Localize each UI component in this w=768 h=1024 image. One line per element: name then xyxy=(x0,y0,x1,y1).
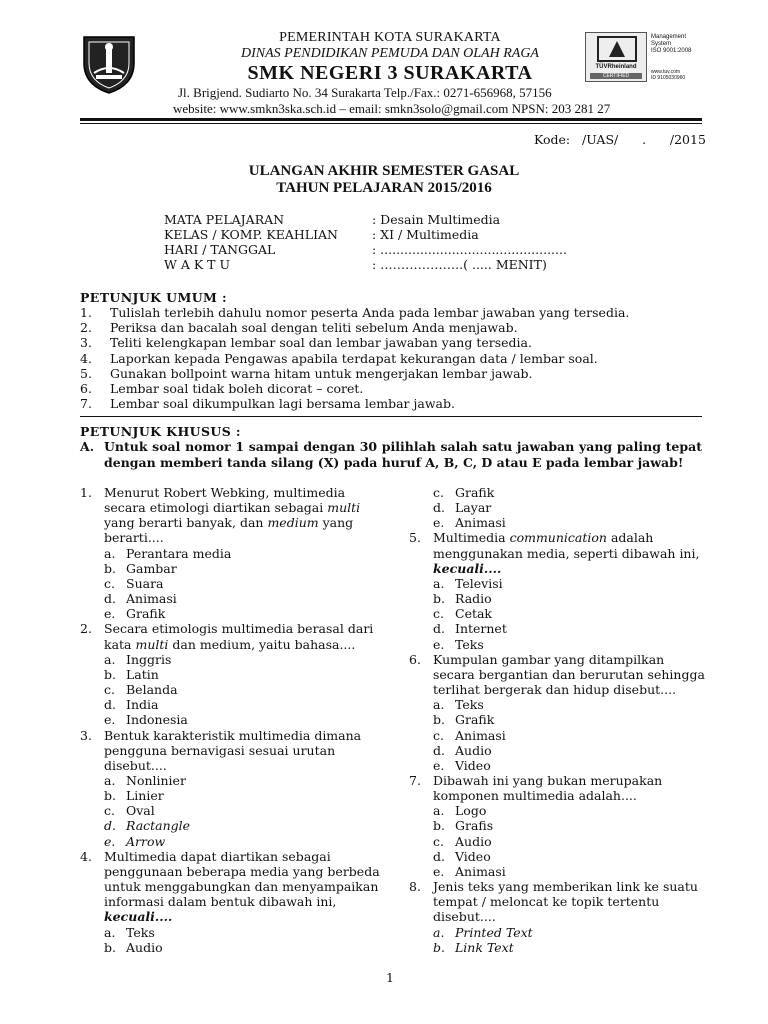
cert-url: www.tuv.com xyxy=(651,69,681,75)
answer-option xyxy=(409,925,709,940)
option-letter: d. xyxy=(104,697,116,713)
answer-option xyxy=(409,576,709,591)
option-text: Video xyxy=(455,757,491,773)
option-letter: c. xyxy=(104,682,115,698)
answer-option xyxy=(80,606,380,621)
instruction-text: Gunakan bollpoint warna hitam untuk mengerjakan lembar jawab. xyxy=(110,365,533,381)
option-text: Audio xyxy=(126,939,163,955)
general-instruction-item xyxy=(80,320,629,335)
cert-system: System xyxy=(651,41,672,47)
option-text: Layar xyxy=(455,500,492,516)
info-label: HARI / TANGGAL xyxy=(164,242,276,257)
question-line: secara etimologi diartikan sebagai multi xyxy=(104,500,361,516)
option-text: Suara xyxy=(126,575,164,591)
cert-iso: ISO 9001:2008 xyxy=(651,48,692,54)
question-line: kata multi dan medium, yaitu bahasa.... xyxy=(104,636,356,652)
city-emblem xyxy=(80,33,138,95)
answer-option xyxy=(409,606,709,621)
header-department: DINAS PENDIDIKAN PEMUDA DAN OLAH RAGA xyxy=(241,46,539,61)
info-value: : XI / Multimedia xyxy=(372,227,479,242)
info-row xyxy=(164,257,567,272)
option-text: Inggris xyxy=(126,651,172,667)
option-text: Animasi xyxy=(126,591,177,607)
question-number: 8. xyxy=(409,879,421,895)
special-instructions-heading: PETUNJUK KHUSUS : xyxy=(80,424,241,439)
general-instruction-item xyxy=(80,396,629,411)
header-rule-thin xyxy=(80,123,702,124)
question-line: informasi dalam bentuk dibawah ini, xyxy=(104,894,337,910)
option-text: Audio xyxy=(455,742,492,758)
instruction-text: Laporkan kepada Pengawas apabila terdapat kekurangan data / lembar soal. xyxy=(110,350,598,366)
answer-option xyxy=(80,697,380,712)
section-divider xyxy=(80,416,702,417)
option-letter: c. xyxy=(104,575,115,591)
option-text: Radio xyxy=(455,591,492,607)
question xyxy=(409,879,709,924)
general-instructions-heading: PETUNJUK UMUM : xyxy=(80,290,228,305)
question-number: 3. xyxy=(80,727,92,743)
question-text xyxy=(433,879,709,924)
option-text: Animasi xyxy=(455,727,506,743)
question-line: pengguna bernavigasi sesuai urutan xyxy=(104,742,336,758)
option-text: Audio xyxy=(455,833,492,849)
cert-management: Management xyxy=(651,34,687,40)
option-letter: b. xyxy=(104,666,116,682)
option-letter: e. xyxy=(104,712,116,728)
answer-option xyxy=(80,788,380,803)
option-letter: d. xyxy=(104,591,116,607)
general-instruction-item xyxy=(80,305,629,320)
question-number: 1. xyxy=(80,485,92,500)
option-letter: b. xyxy=(433,818,445,834)
exam-title: ULANGAN AKHIR SEMESTER GASAL xyxy=(248,163,520,179)
answer-option xyxy=(409,864,709,879)
option-text: Video xyxy=(455,848,491,864)
option-text: Nonlinier xyxy=(126,772,186,788)
tuv-logo xyxy=(585,32,647,82)
instruction-number: 1. xyxy=(80,305,92,320)
answer-option xyxy=(409,591,709,606)
answer-option xyxy=(80,546,380,561)
triangle-mark-icon xyxy=(597,36,637,62)
option-letter: d. xyxy=(433,621,445,637)
option-letter: b. xyxy=(433,712,445,728)
special-instruction-label: A. xyxy=(80,439,95,454)
answer-option xyxy=(80,652,380,667)
instruction-number: 2. xyxy=(80,320,92,336)
tuv-certified: CERTIFIED xyxy=(590,73,642,79)
question-line: Secara etimologis multimedia berasal dari xyxy=(104,621,374,637)
question-text xyxy=(433,773,709,803)
emblem-shield-icon xyxy=(80,33,138,95)
question-line: Dibawah ini yang bukan merupakan xyxy=(433,772,663,788)
answer-option xyxy=(80,773,380,788)
cert-id: ID 9105030960 xyxy=(651,75,686,81)
option-letter: e. xyxy=(104,833,116,849)
question-number: 7. xyxy=(409,772,421,788)
header-rule-thick xyxy=(80,118,702,121)
question-text xyxy=(104,728,380,773)
option-letter: a. xyxy=(433,803,445,819)
exam-code: Kode: /UAS/ . /2015 xyxy=(534,132,706,147)
instruction-text: Lembar soal dikumpulkan lagi bersama lembar jawab. xyxy=(110,396,455,412)
instruction-number: 7. xyxy=(80,396,92,412)
question-line: komponen multimedia adalah.... xyxy=(433,788,637,804)
option-letter: a. xyxy=(433,924,445,940)
question-line: Menurut Robert Webking, multimedia xyxy=(104,485,346,500)
answer-option xyxy=(80,667,380,682)
question-line: kecuali.... xyxy=(104,909,173,925)
special-instruction-text: Untuk soal nomor 1 sampai dengan 30 pilihlah salah satu jawaban yang paling tepat dengan memberi tanda silang (X) pada huruf A, B, C, D atau E pada lembar jawab! xyxy=(104,439,702,470)
general-instruction-item xyxy=(80,351,629,366)
option-text: Teks xyxy=(455,636,484,652)
answer-option xyxy=(409,485,709,500)
option-text: Link Text xyxy=(455,939,514,955)
answer-option xyxy=(409,743,709,758)
option-text: Grafis xyxy=(455,818,494,834)
option-text: Gambar xyxy=(126,560,177,576)
answer-option xyxy=(80,712,380,727)
question-line: menggunakan media, seperti dibawah ini, xyxy=(433,545,700,561)
iso-certification-badge xyxy=(585,32,701,82)
option-text: Perantara media xyxy=(126,545,232,561)
answer-option xyxy=(80,803,380,818)
instruction-text: Lembar soal tidak boleh dicorat – coret. xyxy=(110,381,364,397)
question xyxy=(409,652,709,697)
option-letter: b. xyxy=(104,788,116,804)
option-text: Indonesia xyxy=(126,712,188,728)
question-line: kecuali.... xyxy=(433,560,502,576)
option-letter: d. xyxy=(433,742,445,758)
header-government: PEMERINTAH KOTA SURAKARTA xyxy=(279,30,501,45)
answer-option xyxy=(80,925,380,940)
instruction-number: 5. xyxy=(80,365,92,381)
question-line: tempat / meloncat ke topik tertentu xyxy=(433,894,660,910)
answer-option xyxy=(409,697,709,712)
question-number: 5. xyxy=(409,530,421,546)
question xyxy=(409,773,709,803)
option-text: Grafik xyxy=(126,606,166,622)
option-text: Belanda xyxy=(126,682,178,698)
instruction-number: 4. xyxy=(80,350,92,366)
option-text: Grafik xyxy=(455,485,495,500)
option-text: Printed Text xyxy=(455,924,533,940)
questions-left-column xyxy=(80,485,380,955)
answer-option xyxy=(80,576,380,591)
option-letter: b. xyxy=(433,591,445,607)
special-instruction-a xyxy=(80,439,702,470)
answer-option xyxy=(409,500,709,515)
option-text: Televisi xyxy=(455,575,503,591)
question-line: disebut.... xyxy=(104,757,167,773)
option-text: Latin xyxy=(126,666,159,682)
option-text: Animasi xyxy=(455,515,506,531)
question-line: Multimedia communication adalah xyxy=(433,530,654,546)
option-letter: d. xyxy=(433,848,445,864)
info-label: MATA PELAJARAN xyxy=(164,212,285,227)
general-instruction-item xyxy=(80,366,629,381)
instruction-number: 3. xyxy=(80,335,92,351)
option-letter: e. xyxy=(433,757,445,773)
option-letter: d. xyxy=(104,818,116,834)
question xyxy=(80,485,380,546)
option-letter: e. xyxy=(433,636,445,652)
tuv-brand: TÜVRheinland xyxy=(595,64,637,70)
info-row xyxy=(164,227,567,242)
option-letter: a. xyxy=(104,651,116,667)
option-text: Cetak xyxy=(455,606,493,622)
question-text xyxy=(104,849,380,925)
option-letter: e. xyxy=(433,515,445,531)
question xyxy=(409,530,709,575)
instruction-number: 6. xyxy=(80,381,92,397)
option-letter: b. xyxy=(433,939,445,955)
info-label: W A K T U xyxy=(164,257,230,272)
answer-option xyxy=(80,834,380,849)
option-letter: c. xyxy=(433,606,444,622)
option-letter: e. xyxy=(104,606,116,622)
general-instruction-item xyxy=(80,335,629,350)
answer-option xyxy=(409,940,709,955)
answer-option xyxy=(409,834,709,849)
exam-info-table xyxy=(164,212,567,272)
answer-option xyxy=(409,818,709,833)
instruction-text: Periksa dan bacalah soal dengan teliti sebelum Anda menjawab. xyxy=(110,320,518,336)
question-text xyxy=(104,621,380,651)
instruction-text: Teliti kelengkapan lembar soal dan lembar jawaban yang tersedia. xyxy=(110,335,532,351)
header-school-name: SMK NEGERI 3 SURAKARTA xyxy=(247,62,533,84)
answer-option xyxy=(80,682,380,697)
option-letter: c. xyxy=(433,833,444,849)
answer-option xyxy=(409,758,709,773)
question-line: yang berarti banyak, dan medium yang xyxy=(104,515,354,531)
info-value: : Desain Multimedia xyxy=(372,212,501,227)
question-line: disebut.... xyxy=(433,909,496,925)
question-number: 4. xyxy=(80,848,92,864)
info-row xyxy=(164,242,567,257)
answer-option xyxy=(409,637,709,652)
answer-option xyxy=(409,515,709,530)
answer-option xyxy=(409,803,709,818)
question-line: secara bergantian dan berurutan sehingga xyxy=(433,666,705,682)
option-text: Teks xyxy=(455,697,484,713)
question xyxy=(80,849,380,925)
question xyxy=(80,728,380,773)
option-letter: c. xyxy=(104,803,115,819)
answer-option xyxy=(409,621,709,636)
option-letter: b. xyxy=(104,939,116,955)
option-text: India xyxy=(126,697,159,713)
question-line: untuk menggabungkan dan menyampaikan xyxy=(104,879,379,895)
answer-option xyxy=(80,561,380,576)
question-line: berarti.... xyxy=(104,530,164,546)
question-line: penggunaan beberapa media yang berbeda xyxy=(104,863,380,879)
general-instructions-list xyxy=(80,305,629,411)
option-letter: b. xyxy=(104,560,116,576)
option-text: Oval xyxy=(126,803,155,819)
answer-option xyxy=(80,818,380,833)
info-value: : ………………..( ..... MENIT) xyxy=(372,257,547,272)
question-line: Jenis teks yang memberikan link ke suatu xyxy=(433,879,698,895)
info-label: KELAS / KOMP. KEAHLIAN xyxy=(164,227,338,242)
question-line: Kumpulan gambar yang ditampilkan xyxy=(433,651,665,667)
header-address: Jl. Brigjend. Sudiarto No. 34 Surakarta Telp./Fax.: 0271-656968, 57156 xyxy=(178,85,552,100)
question-text xyxy=(433,652,709,697)
header-contact: website: www.smkn3ska.sch.id – email: smkn3solo@gmail.com NPSN: 203 281 27 xyxy=(173,101,611,116)
questions-right-column xyxy=(409,485,709,955)
answer-option xyxy=(409,849,709,864)
question xyxy=(80,621,380,651)
option-text: Logo xyxy=(455,803,487,819)
option-letter: a. xyxy=(433,697,445,713)
option-text: Teks xyxy=(126,924,155,940)
question-text xyxy=(104,485,380,546)
question-line: Bentuk karakteristik multimedia dimana xyxy=(104,727,362,743)
option-letter: e. xyxy=(433,863,445,879)
general-instruction-item xyxy=(80,381,629,396)
answer-option xyxy=(409,712,709,727)
question-line: Multimedia dapat diartikan sebagai xyxy=(104,848,331,864)
info-value: : ............................................... xyxy=(372,242,567,257)
option-text: Animasi xyxy=(455,863,506,879)
option-text: Linier xyxy=(126,788,164,804)
exam-year: TAHUN PELAJARAN 2015/2016 xyxy=(276,180,492,196)
option-letter: a. xyxy=(104,545,116,561)
question-number: 2. xyxy=(80,621,92,637)
question-text xyxy=(433,530,709,575)
answer-option xyxy=(409,728,709,743)
question-line: terlihat bergerak dan hidup disebut.... xyxy=(433,682,677,698)
option-letter: a. xyxy=(433,575,445,591)
info-row xyxy=(164,212,567,227)
option-letter: a. xyxy=(104,924,116,940)
instruction-text: Tulislah terlebih dahulu nomor peserta Anda pada lembar jawaban yang tersedia. xyxy=(110,305,630,320)
option-text: Arrow xyxy=(126,833,166,849)
option-letter: c. xyxy=(433,727,444,743)
page-number: 1 xyxy=(386,970,394,985)
option-letter: d. xyxy=(433,500,445,516)
option-text: Grafik xyxy=(455,712,495,728)
question-number: 6. xyxy=(409,651,421,667)
answer-option xyxy=(80,591,380,606)
answer-option xyxy=(80,940,380,955)
option-text: Ractangle xyxy=(126,818,191,834)
option-text: Internet xyxy=(455,621,507,637)
option-letter: a. xyxy=(104,772,116,788)
option-letter: c. xyxy=(433,485,444,500)
